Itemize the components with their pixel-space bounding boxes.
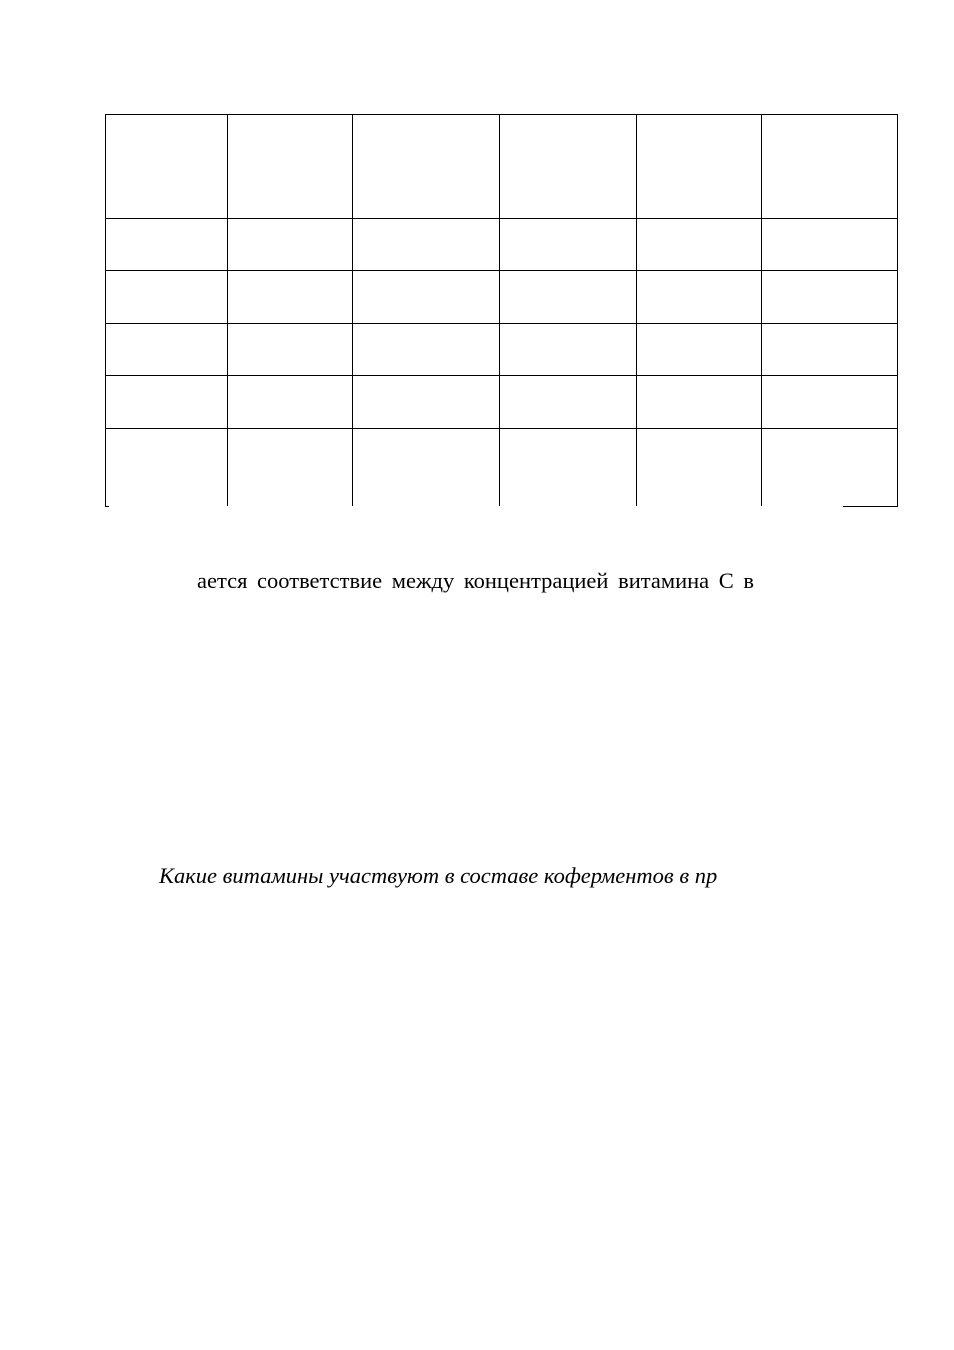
question-fragment: Какие витамины участвуют в составе коферментов в пр (159, 863, 718, 888)
empty-table (105, 114, 898, 507)
paragraph-fragment: ается соответствие между концентрацией витамина С в (197, 568, 755, 593)
